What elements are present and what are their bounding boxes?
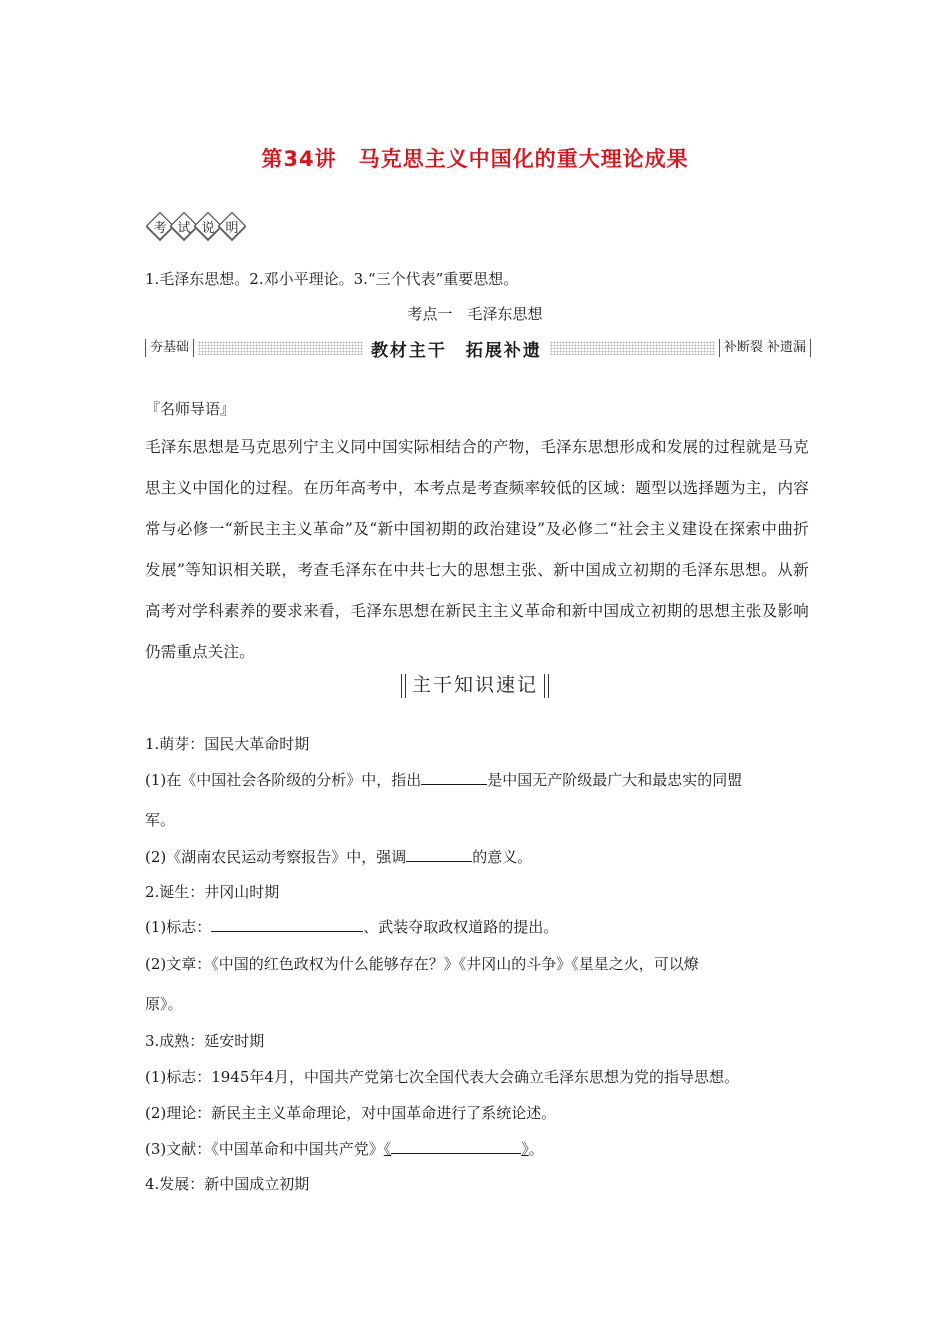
- item-3-2: (2)理论：新民主主义革命理论，对中国革命进行了系统论述。: [145, 1104, 557, 1122]
- text: 是中国无产阶级最广大和最忠实的同盟: [487, 771, 743, 789]
- text: 的意义。: [472, 848, 533, 866]
- text: 《: [383, 1140, 392, 1158]
- badge-char: 说: [193, 211, 223, 241]
- badge-char: 明: [217, 211, 247, 241]
- heading-bar: [544, 674, 549, 698]
- section-heading: [0, 670, 950, 698]
- item-1-2: [145, 846, 532, 867]
- fill-blank: [391, 1139, 521, 1154]
- text: (2)《湖南农民运动考察报告》中，强调: [145, 848, 407, 866]
- item-3-3: [145, 1138, 544, 1159]
- exam-description-badge: [145, 210, 241, 242]
- banner-left: 夯基础: [145, 339, 194, 357]
- guide-label: 『名师导语』: [145, 400, 236, 418]
- text: (1)标志：: [145, 918, 212, 936]
- item-1: 1.萌芽：国民大革命时期: [145, 735, 310, 753]
- banner-dots: [550, 341, 715, 355]
- banner-center: 教材主干 拓展补遗: [370, 340, 542, 361]
- text: 。: [528, 1140, 544, 1158]
- item-4: 4.发展：新中国成立初期: [145, 1175, 310, 1193]
- underlined-title: [384, 1140, 529, 1158]
- fill-blank: [406, 847, 472, 862]
- item-2-2: (2)文章：《中国的红色政权为什么能够存在？》《井冈山的斗争》《星星之火，可以燎: [145, 955, 699, 973]
- badge-char: 试: [169, 211, 199, 241]
- badge-char: 考: [145, 211, 175, 241]
- section-heading-text: 主干知识速记: [411, 674, 538, 696]
- heading-bar: [401, 674, 406, 698]
- banner-right: 补断裂 补遗漏: [719, 339, 811, 357]
- fill-blank: [211, 917, 363, 932]
- item-1-1: [145, 769, 742, 790]
- item-3-1: (1)标志：1945年4月，中国共产党第七次全国代表大会确立毛泽东思想为党的指导思想。: [145, 1068, 739, 1086]
- exam-points: 1.毛泽东思想。2.邓小平理论。3.“三个代表”重要思想。: [145, 270, 519, 288]
- section-banner: [145, 337, 811, 359]
- item-2-1: [145, 916, 558, 937]
- item-2-2-cont: 原》。: [145, 995, 183, 1013]
- text: (3)文献：《中国革命和中国共产党》: [145, 1140, 384, 1158]
- item-1-1-cont: 军。: [145, 811, 176, 829]
- item-3: 3.成熟：延安时期: [145, 1032, 265, 1050]
- topic-heading: 考点一 毛泽东思想: [407, 305, 543, 323]
- text: 、武装夺取政权道路的提出。: [363, 918, 559, 936]
- item-2: 2.诞生：井冈山时期: [145, 883, 280, 901]
- text: 》: [521, 1140, 529, 1158]
- text: (1)在《中国社会各阶级的分析》中，指出: [145, 771, 422, 789]
- banner-dots: [198, 341, 363, 355]
- page-title: 第34讲 马克思主义中国化的重大理论成果: [261, 147, 689, 171]
- guide-paragraph: 毛泽东思想是马克思列宁主义同中国实际相结合的产物，毛泽东思想形成和发展的过程就是马克思主义中国化的过程。在历年高考中，本考点是考查频率较低的区域：题型以选择题为主，内容常与必修一“新民主主义革命”及“新中国初期的政治建设”及必修二“社会主义建设在探索中曲折发展”等知识相关联，考查毛泽东在中共七大的思想主张、新中国成立初期的毛泽东思想。从新高考对学科素养的要求来看，毛泽东思想在新民主主义革命和新中国成立初期的思想主张及影响仍需重点关注。: [145, 438, 809, 661]
- fill-blank: [421, 770, 487, 785]
